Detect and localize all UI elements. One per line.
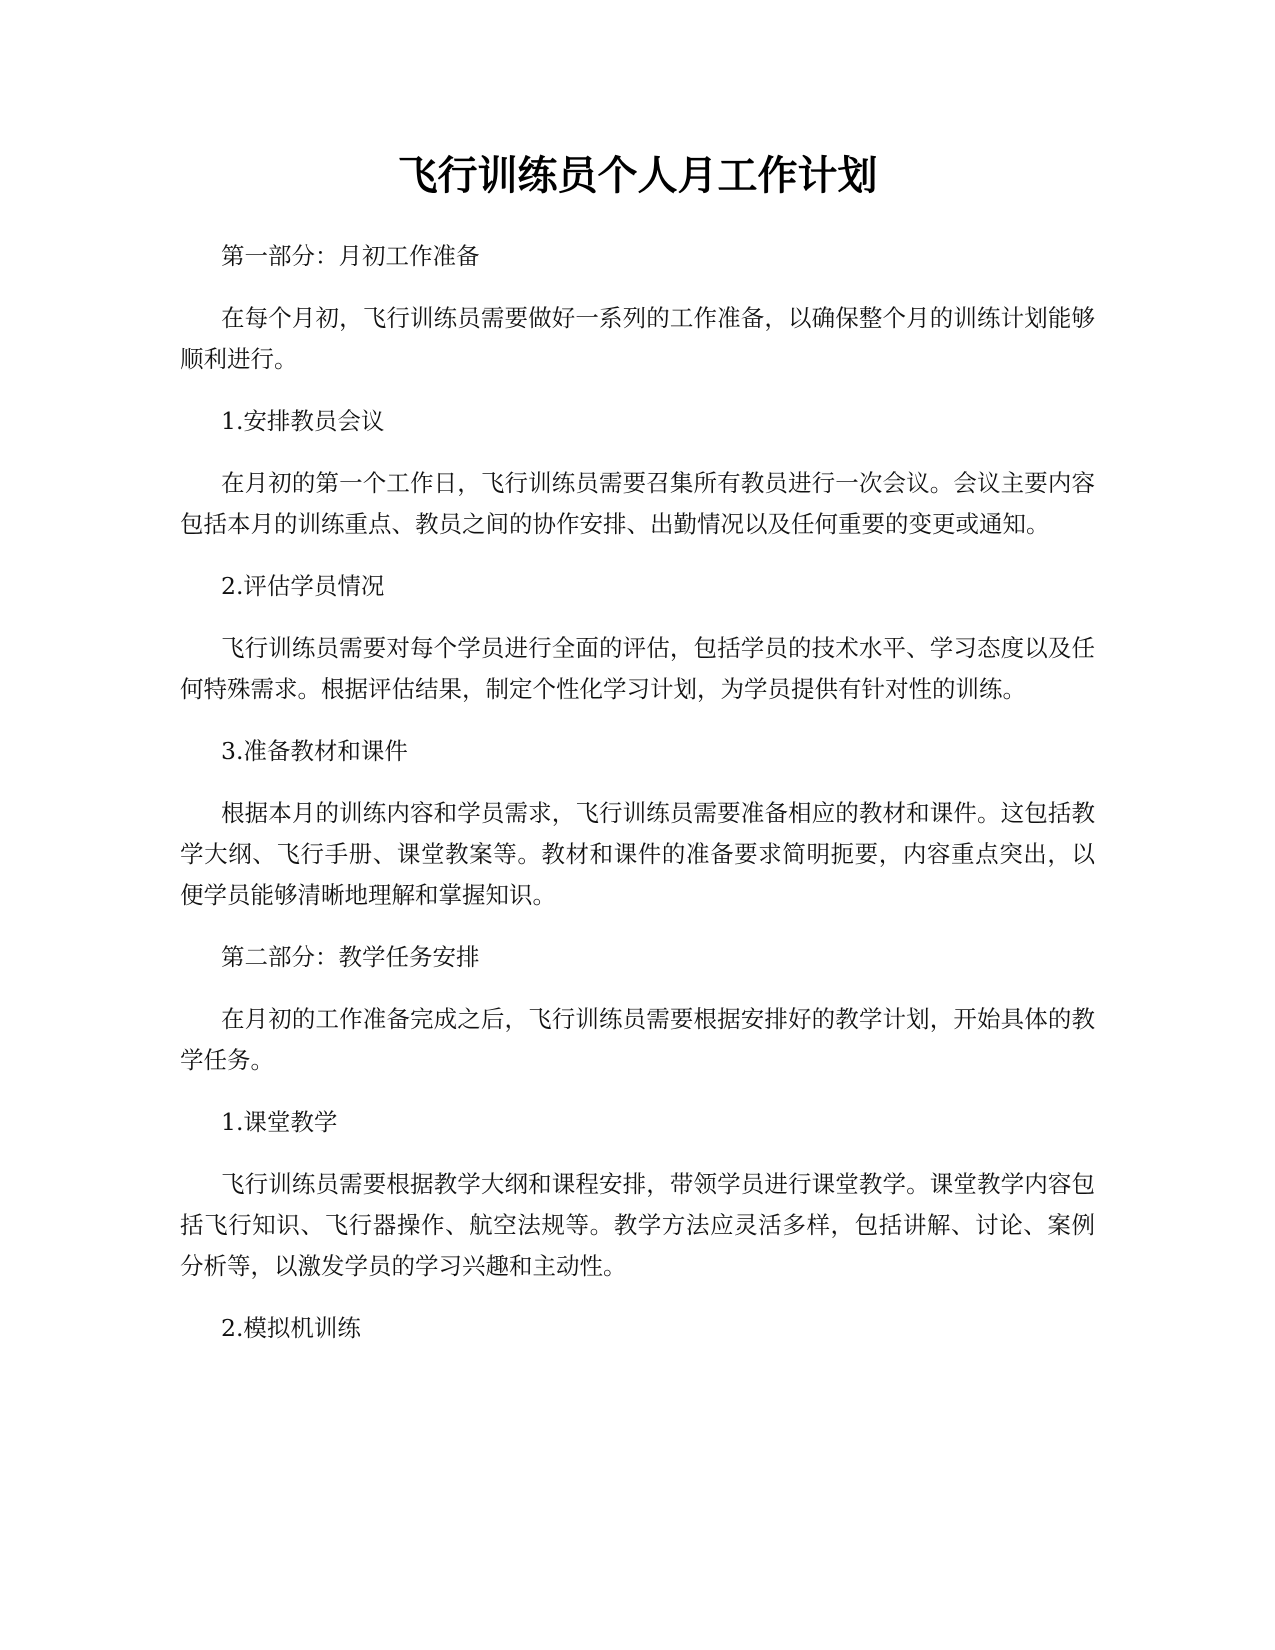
- paragraph-trainee-assessment: 飞行训练员需要对每个学员进行全面的评估，包括学员的技术水平、学习态度以及任何特殊需求。根据评估结果，制定个性化学习计划，为学员提供有针对性的训练。: [180, 634, 1095, 703]
- section-heading-part-1: 第一部分：月初工作准备: [221, 242, 480, 270]
- paragraph-instructor-meeting: 在月初的第一个工作日，飞行训练员需要召集所有教员进行一次会议。会议主要内容包括本月的训练重点、教员之间的协作安排、出勤情况以及任何重要的变更或通知。: [180, 469, 1095, 538]
- subheading-materials: 3.准备教材和课件: [221, 737, 408, 765]
- paragraph-intro: 在每个月初，飞行训练员需要做好一系列的工作准备，以确保整个月的训练计划能够顺利进行。: [180, 304, 1095, 373]
- subheading-trainee-assessment: 2.评估学员情况: [221, 572, 385, 600]
- paragraph-classroom: 飞行训练员需要根据教学大纲和课程安排，带领学员进行课堂教学。课堂教学内容包括飞行知识、飞行器操作、航空法规等。教学方法应灵活多样，包括讲解、讨论、案例分析等，以激发学员的学习兴趣和主动性。: [180, 1170, 1095, 1280]
- section-heading-part-2: 第二部分：教学任务安排: [221, 943, 480, 971]
- subheading-classroom: 1.课堂教学: [221, 1108, 338, 1136]
- subheading-instructor-meeting: 1.安排教员会议: [221, 407, 385, 435]
- paragraph-materials: 根据本月的训练内容和学员需求，飞行训练员需要准备相应的教材和课件。这包括教学大纲、飞行手册、课堂教案等。教材和课件的准备要求简明扼要，内容重点突出，以便学员能够清晰地理解和掌握知识。: [180, 799, 1095, 909]
- document-body: [180, 236, 1095, 1370]
- paragraph-teaching-intro: 在月初的工作准备完成之后，飞行训练员需要根据安排好的教学计划，开始具体的教学任务。: [180, 1005, 1095, 1074]
- page-title: 飞行训练员个人月工作计划: [397, 153, 878, 199]
- subheading-simulator: 2.模拟机训练: [221, 1314, 361, 1342]
